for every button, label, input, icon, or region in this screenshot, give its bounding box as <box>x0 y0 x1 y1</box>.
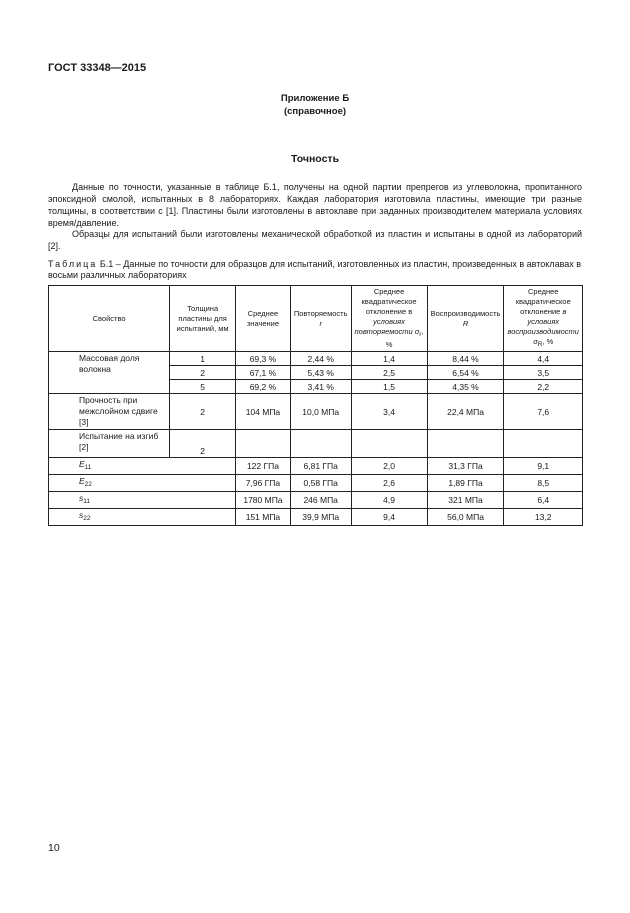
cell-sd-repeatability: 1,5 <box>351 380 427 394</box>
cell-reproducibility: 1,89 ГПа <box>427 475 504 492</box>
header-reproducibility <box>427 286 504 352</box>
cell-repeatability: 3,41 % <box>290 380 351 394</box>
cell-repeatability: 0,58 ГПа <box>290 475 351 492</box>
parameter-subscript: 22 <box>83 515 91 522</box>
header-sd-R-subscript: R <box>537 341 543 348</box>
page-number: 10 <box>48 842 60 854</box>
cell-mean <box>236 430 291 458</box>
cell-mean: 67,1 % <box>236 366 291 380</box>
parameter-symbol: E <box>79 476 85 486</box>
cell-sd-repeatability: 3,4 <box>351 394 427 430</box>
cell-sd-reproducibility: 3,5 <box>504 366 583 380</box>
cell-reproducibility: 6,54 % <box>427 366 504 380</box>
cell-mean: 7,96 ГПа <box>236 475 291 492</box>
cell-sd-reproducibility: 4,4 <box>504 352 583 366</box>
flexural-parameter <box>49 458 236 475</box>
cell-reproducibility: 8,44 % <box>427 352 504 366</box>
cell-thickness: 2 <box>170 366 236 380</box>
flexural-test-label: Испытание на изгиб [2] <box>49 430 170 458</box>
header-repeatability-text: Повторяемость <box>293 308 348 318</box>
cell-reproducibility: 31,3 ГПа <box>427 458 504 475</box>
cell-reproducibility: 22,4 МПа <box>427 394 504 430</box>
cell-reproducibility: 4,35 % <box>427 380 504 394</box>
cell-sd-reproducibility: 13,2 <box>504 509 583 526</box>
cell-repeatability: 10,0 МПа <box>290 394 351 430</box>
paragraph-specimens: Образцы для испытаний были изготовлены механической обработкой из пластин и испытаны в одной из лабораторий [2]. <box>48 229 582 251</box>
header-sd-R-italic: в условиях воспроизводимости <box>507 307 579 336</box>
header-sd-reproducibility <box>504 286 583 352</box>
header-sd-R-prefix: Среднее квадратическое отклонение <box>515 287 571 316</box>
header-repeatability-symbol: r <box>319 318 322 328</box>
cell-sd-reproducibility: 9,1 <box>504 458 583 475</box>
cell-mean: 104 МПа <box>236 394 291 430</box>
table-row <box>49 475 583 492</box>
flexural-parameter <box>49 509 236 526</box>
cell-sd-reproducibility: 7,6 <box>504 394 583 430</box>
parameter-symbol: E <box>79 459 85 469</box>
cell-repeatability: 39,9 МПа <box>290 509 351 526</box>
appendix-subtitle: (справочное) <box>283 106 347 117</box>
flexural-parameter <box>49 492 236 509</box>
cell-repeatability: 246 МПа <box>290 492 351 509</box>
header-sd-repeatability <box>351 286 427 352</box>
cell-mean: 69,2 % <box>236 380 291 394</box>
header-reproducibility-text: Воспроизводимость <box>430 308 501 318</box>
cell-mean: 122 ГПа <box>236 458 291 475</box>
cell-repeatability <box>290 430 351 458</box>
section-title: Точность <box>290 153 340 165</box>
cell-thickness: 2 <box>170 430 236 458</box>
parameter-subscript: 22 <box>84 481 92 488</box>
cell-sd-repeatability <box>351 430 427 458</box>
header-sd-r-symbol: σ <box>414 327 420 336</box>
flexural-parameter <box>49 475 236 492</box>
cell-sd-repeatability: 2,6 <box>351 475 427 492</box>
cell-thickness: 1 <box>170 352 236 366</box>
cell-reproducibility <box>427 430 504 458</box>
standard-designation: ГОСТ 33348—2015 <box>48 62 147 74</box>
header-sd-r-subscript: r <box>419 331 422 338</box>
table-header-row <box>49 286 583 352</box>
cell-sd-repeatability: 9,4 <box>351 509 427 526</box>
cell-thickness: 5 <box>170 380 236 394</box>
header-sd-R-suffix: , % <box>542 337 554 346</box>
table-row <box>49 492 583 509</box>
header-repeatability <box>290 286 351 352</box>
header-reproducibility-symbol: R <box>462 318 469 328</box>
cell-sd-reproducibility <box>504 430 583 458</box>
interlaminar-shear-label: Прочность при межслойном сдвиге [3] <box>49 394 170 430</box>
parameter-symbol: s <box>79 493 84 503</box>
cell-reproducibility: 321 МПа <box>427 492 504 509</box>
header-mean: Среднее значение <box>236 286 291 352</box>
cell-mean: 1780 МПа <box>236 492 291 509</box>
cell-sd-repeatability: 1,4 <box>351 352 427 366</box>
header-sd-r-italic: условиях повторяемости <box>354 317 413 336</box>
cell-sd-repeatability: 2,0 <box>351 458 427 475</box>
table-row <box>49 394 583 430</box>
table-caption-label: Таблица <box>48 259 98 269</box>
cell-repeatability: 5,43 % <box>290 366 351 380</box>
table-row <box>49 509 583 526</box>
cell-sd-repeatability: 2,5 <box>351 366 427 380</box>
cell-sd-reproducibility: 2,2 <box>504 380 583 394</box>
cell-repeatability: 2,44 % <box>290 352 351 366</box>
fiber-content-label: Массовая доля волокна <box>49 352 170 394</box>
cell-sd-reproducibility: 8,5 <box>504 475 583 492</box>
cell-reproducibility: 56,0 МПа <box>427 509 504 526</box>
cell-sd-reproducibility: 6,4 <box>504 492 583 509</box>
cell-sd-repeatability: 4,9 <box>351 492 427 509</box>
table-row <box>49 430 583 458</box>
table-row <box>49 352 583 366</box>
header-sd-r-suffix: , % <box>385 327 424 349</box>
table-caption-text: Б.1 – Данные по точности для образцов для испытаний, изготовленных из пластин, произведенных в автоклавах в восьми различных лабораториях <box>48 259 582 280</box>
table-row <box>49 458 583 475</box>
table-caption <box>48 259 582 281</box>
appendix-title: Приложение Б <box>280 93 350 104</box>
header-sd-r-prefix: Среднее квадратическое отклонение в <box>361 287 417 316</box>
precision-table <box>48 285 583 526</box>
parameter-subscript: 11 <box>84 464 92 471</box>
header-property: Свойство <box>49 286 170 352</box>
parameter-subscript: 11 <box>83 498 90 505</box>
header-sd-R-symbol: σ <box>533 337 538 346</box>
header-thickness: Толщина пластины для испытаний, мм <box>170 286 236 352</box>
cell-repeatability: 6,81 ГПа <box>290 458 351 475</box>
cell-mean: 151 МПа <box>236 509 291 526</box>
cell-thickness: 2 <box>170 394 236 430</box>
paragraph-precision-data: Данные по точности, указанные в таблице Б.1, получены на одной партии препрегов из углеволокна, пропитанного эпоксидной смолой, испытанных в 8 лабораториях. Каждая лаборатория изготовила пластины, имеющие три разные толщины, в соответствии с [1]. Пластины были изготовлены в автоклаве при заданных производителем материала условиях время/давление. <box>48 182 582 228</box>
parameter-symbol: s <box>79 510 84 520</box>
cell-mean: 69,3 % <box>236 352 291 366</box>
